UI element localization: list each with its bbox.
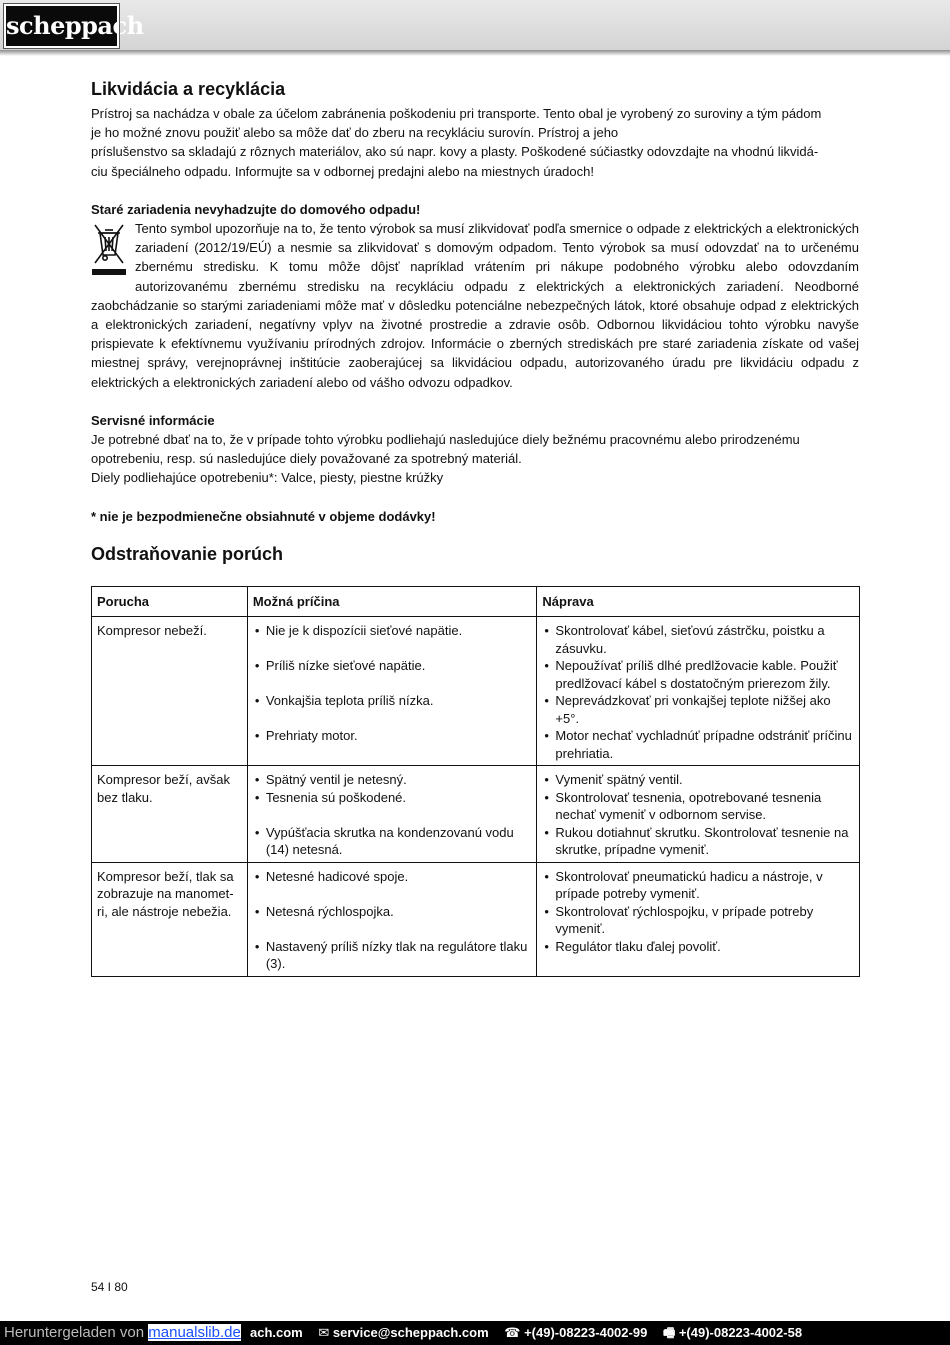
disposal-line-3: príslušenstvo sa skladajú z rôznych materiálov, ako sú napr. kovy a plasty. Poškodené súčiastky odovzdajte na vhodnú likvidá- [91,144,819,160]
list-item: • Neprevádzkovať pri vonkajšej teplote nižšej ako +5°. [542,692,854,727]
list-item: • Regulátor tlaku ďalej povoliť. [542,938,854,956]
fault-cell: Kompresor beží, avšak bez tlaku. [92,766,248,863]
table-row [92,862,860,976]
header-shadow [0,50,950,56]
list-item: • Spätný ventil je netesný. [253,771,532,789]
list-item: • Skontrolovať tesnenia, opotrebované tesnenia nechať vymeniť v odbornom servise. [542,789,854,824]
disposal-paragraph [91,104,859,181]
list-item: • Prehriaty motor. [253,727,532,745]
cause-cell [247,617,537,766]
disposal-line-1: Prístroj sa nachádza v obale za účelom zabránenia poškodeniu pri transporte. Tento obal je vyrobený zo suroviny a tým pádom [91,106,822,121]
list-item: • Príliš nízke sieťové napätie. [253,657,532,675]
website-text: ach.com [250,1325,303,1340]
cause-cell [247,766,537,863]
table-row [92,766,860,863]
fax-text: 🖷 +(49)-08223-4002-58 [662,1325,803,1340]
cause-cell [247,862,537,976]
disposal-title: Likvidácia a recyklácia [91,79,286,99]
list-item: • Skontrolovať rýchlospojku, v prípade potreby vymeniť. [542,903,854,938]
phone-text: ☎ +(49)-08223-4002-99 [504,1325,648,1340]
contact-info [250,1321,814,1345]
service-line-1: Je potrebné dbať na to, že v prípade tohto výrobku podliehajú nasledujúce diely bežnému pracovnému alebo prirodzenému [91,432,800,448]
disposal-line-4: ciu špeciálneho odpadu. Informujte sa v odbornej predajni alebo na miestnych úradoch! [91,163,594,179]
weee-heading: Staré zariadenia nevyhadzujte do domového odpadu! [91,201,421,217]
crossed-out-wheelie-bin-icon [91,221,127,279]
fault-cell: Kompresor beží, tlak sa zobrazuje na manomet-ri, ale nástroje nebežia. [92,862,248,976]
service-line-3: Diely podliehajúce opotrebeniu*: Valce, piesty, piestne krúžky [91,470,444,486]
fault-cell: Kompresor nebeží. [92,617,248,766]
list-item: • Tesnenia sú poškodené. [253,789,532,807]
troubleshooting-title: Odstraňovanie porúch [91,543,284,564]
list-item: • Nie je k dispozícii sieťové napätie. [253,622,532,640]
list-item: • Rukou dotiahnuť skrutku. Skontrolovať tesnenie na skrutke, prípadne vymeniť. [542,824,854,859]
list-item: • Vonkajšia teplota príliš nízka. [253,692,532,710]
list-item: • Motor nechať vychladnúť prípadne odstrániť príčinu prehriatia. [542,727,854,762]
list-item: • Skontrolovať pneumatickú hadicu a nástroje, v prípade potreby vymeniť. [542,868,854,903]
table-row [92,617,860,766]
page-number: 54 I 80 [91,1280,128,1294]
list-item: • Nastavený príliš nízky tlak na regulátore tlaku (3). [253,938,532,973]
delivery-note: * nie je bezpodmienečne obsiahnuté v objeme dodávky! [91,508,436,524]
remedy-cell [537,862,860,976]
list-item: • Nepoužívať príliš dlhé predlžovacie kable. Použiť predlžovací kábel s dostatočným prierezom žily. [542,657,854,692]
page-content [91,78,859,977]
list-item: • Skontrolovať kábel, sieťovú zástrčku, poistku a zásuvku. [542,622,854,657]
list-item: • Vypúšťacia skrutka na kondenzovanú vodu (14) netesná. [253,824,532,859]
email-text: ✉ service@scheppach.com [318,1325,489,1340]
scheppach-logo: scheppach [4,4,119,48]
header-fault: Porucha [92,586,248,617]
service-heading: Servisné informácie [91,412,215,428]
list-item: • Netesné hadicové spoje. [253,868,532,886]
list-item: • Netesná rýchlospojka. [253,903,532,921]
header-band [0,0,950,51]
weee-text: Tento symbol upozorňuje na to, že tento výrobok sa musí zlikvidovať podľa smernice o odpade z elektrických a elektronických zariadení (2012/19/EÚ) a nesmie sa zlikvidovať s domovým odpadom. Tento výrobok sa musí odovzdať na to určenému zbernému stredisku. K tomu môže dôjsť napríklad vrátením pri nákupe podobného výrobku alebo odovzdaním autorizovanému zbernému stredisku na recykláciu odpadu z elektrických a elektronických zariadení. Neodborné zaobchádzanie so starými zariadeniami môže mať v dôsledku potenciálne nebezpečných látok, ktoré obsahuje odpad z elektrických a elektronických zariadení, negatívny vplyv na životné prostredie a zdravie osôb. Odbornou likvidáciou tohto výrobku navyše prispievate k efektívnemu využívaniu prírodných zdrojov. Informácie o zberných strediskách pre staré zariadenia získate od vašej miestnej správy, verejnoprávnej inštitúcie zaoberajúcej sa likvidáciou odpadu, autorizovaného úradu pre likvidáciu odpadu z elektrických a elektronických zariadení alebo od vášho odvozu odpadkov. [91,221,859,390]
footer-band [0,1321,950,1345]
remedy-cell [537,766,860,863]
manualslib-link[interactable]: manualslib.de [148,1324,241,1341]
table-header-row [92,586,860,617]
list-item: • Vymeniť spätný ventil. [542,771,854,789]
header-cause: Možná príčina [247,586,537,617]
weee-section [91,219,859,392]
download-prefix: Heruntergeladen von [4,1324,145,1341]
service-text [91,430,859,488]
download-notice [4,1321,241,1345]
troubleshooting-table [91,586,860,977]
header-remedy: Náprava [537,586,860,617]
disposal-line-2: je ho možné znovu použiť alebo sa môže dať do zberu na recykláciu surovín. Prístroj a jeho [91,125,619,141]
remedy-cell [537,617,860,766]
service-line-2: opotrebeniu, resp. sú nasledujúce diely považované za spotrebný materiál. [91,451,522,467]
